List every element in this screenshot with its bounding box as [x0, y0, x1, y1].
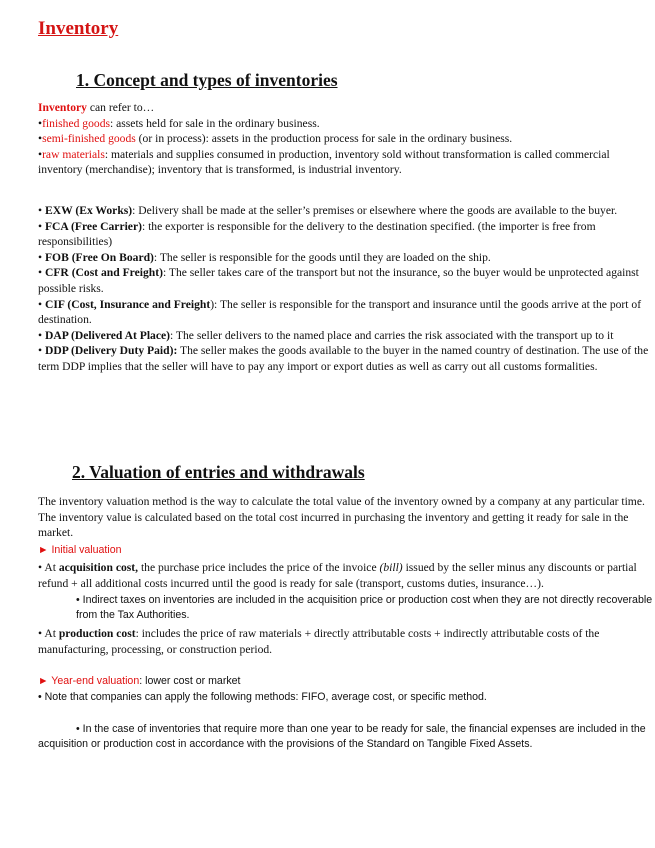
initial-valuation-label: ► Initial valuation: [38, 544, 122, 556]
section1-heading: 1. Concept and types of inventories: [76, 70, 338, 90]
incoterm-ddp: • DDP (Delivery Duty Paid): The seller makes the goods available to the buyer in the named country of destination. The use of the term DDP implies that the seller will have to pay any import or export duties as well as carry out all customs formalities.: [38, 344, 649, 373]
valuation-intro: The inventory valuation method is the way to calculate the total value of the inventory owned by a company at any particular time. The inventory value is calculated based on the total cost incurred in purchasing the inventory and getting it ready for sale in the market.: [38, 495, 645, 540]
production-cost: • At production cost: includes the price of raw materials + directly attributable costs + indirectly attributable costs of the manufacturing, processing, or construction period.: [38, 627, 600, 656]
incoterms-list: [38, 203, 653, 375]
methods-note: • Note that companies can apply the following methods: FIFO, average cost, or specific method.: [38, 691, 487, 703]
section2-heading: 2. Valuation of entries and withdrawals: [72, 462, 365, 482]
incoterm-cif: • CIF (Cost, Insurance and Freight): The seller is responsible for the transport and insurance until the goods arrive at the port of destination.: [38, 297, 642, 327]
incoterm-cfr: • CFR (Cost and Freight): The seller takes care of the transport but not the insurance, so the buyer would be unprotected against possible risks.: [38, 266, 639, 295]
incoterm-fca: • FCA (Free Carrier): the exporter is responsible for the delivery to the destination specified. (the importer is free from responsibilities): [38, 219, 596, 249]
year-end-valuation: ► Year-end valuation: lower cost or market: [38, 675, 241, 687]
type-finished-goods: •finished goods: assets held for sale in the ordinary business.: [38, 116, 320, 130]
type-raw-materials: •raw materials: materials and supplies consumed in production, inventory sold without transformation is called commercial inventory (merchandise); inventory that is transformed, is industrial inventory.: [38, 147, 610, 177]
type-semi-finished-goods: •semi-finished goods (or in process): assets in the production process for sale in the ordinary business.: [38, 132, 513, 146]
incoterm-dap: • DAP (Delivered At Place): The seller delivers to the named place and carries the risk associated with the transport up to it: [38, 328, 614, 342]
document-title: Inventory: [38, 18, 119, 39]
inventory-definitions: [38, 100, 653, 178]
incoterm-exw: • EXW (Ex Works): Delivery shall be made at the seller’s premises or elsewhere where the goods are available to the buyer.: [38, 204, 618, 217]
intro-line: Inventory can refer to…: [38, 101, 155, 114]
financial-expenses-note: • In the case of inventories that require more than one year to be ready for sale, the financial expenses are included in the acquisition or production cost in accordance with the provisions of the Standard on Tangible Fixed Assets.: [38, 723, 646, 751]
incoterm-fob: • FOB (Free On Board): The seller is responsible for the goods until they are loaded on the ship.: [38, 250, 491, 264]
acquisition-cost: • At acquisition cost, the purchase price includes the price of the invoice (bill) issued by the seller minus any discounts or partial refund + all additional costs incurred until the good is ready for sale (transport, customs duties, insurance…).: [38, 561, 637, 590]
indirect-taxes-note: • Indirect taxes on inventories are included in the acquisition price or production cost when they are not directly recoverable from the Tax Authorities.: [76, 594, 653, 622]
